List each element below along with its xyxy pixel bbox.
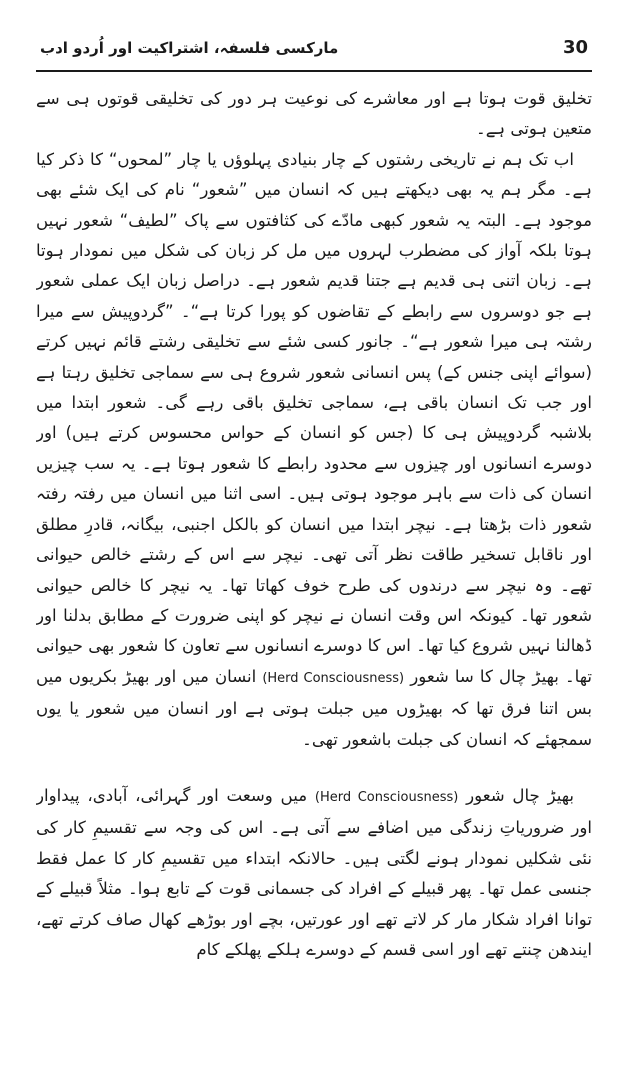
page-number: 30	[562, 37, 588, 58]
paragraph-1	[36, 84, 592, 145]
body-text	[36, 84, 592, 1036]
running-title: مارکسی فلسفہ، اشتراکیت اور اُردو ادب	[40, 39, 339, 57]
paragraph-2	[36, 145, 592, 755]
paragraph-3	[36, 781, 592, 965]
paragraph-3-text-after: میں وسعت اور گہرائی، آبادی، پیداوار اور ضروریاتِ زندگی میں اضافے سے آتی ہے۔ اس کی وجہ سے تقسیمِ کار کی نئی شکلیں نمودار ہونے لگتی ہیں۔ حالانکہ ابتداء میں تقسیمِ کار کا عمل فقط جنسی عمل تھا۔ پھر قبیلے کے افراد کی جسمانی قوت کے تابع ہوا۔ مثلاً قبیلے کے توانا افراد شکار مار کر لاتے تھے اور عورتیں، بچے اور بوڑھے کھال صاف کرتے تھے، ایندھن چنتے تھے اور اسی قسم کے دوسرے ہلکے پھلکے کام	[36, 785, 592, 959]
herd-consciousness-term: (Herd Consciousness)	[314, 789, 459, 805]
paragraph-1-text: تخلیق قوت ہوتا ہے اور معاشرے کی نوعیت ہر دور کی تخلیقی قوتوں ہی سے متعین ہوتی ہے۔	[36, 89, 592, 139]
paragraph-2-text-after: انسان میں اور بھیڑ بکریوں میں بس اتنا فرق تھا کہ بھیڑوں میں جبلت ہوتی ہے اور انسان میں شعور یا یوں سمجھئے کہ انسان کی جبلت باشعور تھی۔	[36, 666, 592, 749]
herd-consciousness-term: (Herd Consciousness)	[262, 670, 405, 686]
paragraph-3-text: بھیڑ چال شعور	[458, 785, 575, 805]
paragraph-2-text: اب تک ہم نے تاریخی رشتوں کے چار بنیادی پہلوؤں یا چار ”لمحوں“ کا ذکر کیا ہے۔ مگر ہم یہ بھی دیکھتے ہیں کہ انسان میں ”شعور“ نام کی ایک شئے بھی موجود ہے۔ البتہ یہ شعور کبھی مادّے کی کثافتوں سے پاک ”لطیف“ شعور نہیں ہوتا بلکہ آواز کی مضطرب لہروں میں مل کر زبان کی شکل میں نمودار ہوتا ہے۔ زبان اتنی ہی قدیم ہے جتنا قدیم شعور ہے۔ دراصل زبان ایک عملی شعور ہے جو دوسروں سے رابطے کے تقاضوں کو پورا کرتا ہے“۔ ”گردوپیش سے میرا رشتہ ہی میرا شعور ہے“۔ جانور کسی شئے سے تخلیقی رشتے قائم نہیں کرتے (سوائے اپنی جنس کے) پس انسانی شعور شروع ہی سے سماجی تخلیق رہتا ہے اور جب تک انسان باقی ہے، سماجی تخلیق باقی رہے گی۔ شعور ابتدا میں بلاشبہ گردوپیش ہی کا (جس کو انسان کے حواس محسوس کرتے ہیں) اور دوسرے انسانوں اور چیزوں سے محدود رابطے کا شعور ہوتا ہے۔ یہ سب چیزیں انسان کی ذات سے باہر موجود ہوتی ہیں۔ اسی اثنا میں انسان میں رفتہ رفتہ شعور ذات بڑھتا ہے۔ نیچر ابتدا میں انسان کو بالکل اجنبی، بیگانہ، قادرِ مطلق اور ناقابل تسخیر طاقت نظر آتی تھی۔ نیچر سے اس کے رشتے خالص حیوانی تھے۔ وہ نیچر سے درندوں کی طرح خوف کھاتا تھا۔ یہ نیچر کا خالص حیوانی شعور تھا۔ کیونکہ اس وقت انسان نے نیچر کو اپنی ضرورت کے مطابق بدلنا اور ڈھالنا نہیں شروع کیا تھا۔ اس کا دوسرے انسانوں سے تعاون کا شعور بھی حیوانی تھا۔ بھیڑ چال کا سا شعور	[36, 149, 592, 686]
page-header	[36, 30, 592, 72]
